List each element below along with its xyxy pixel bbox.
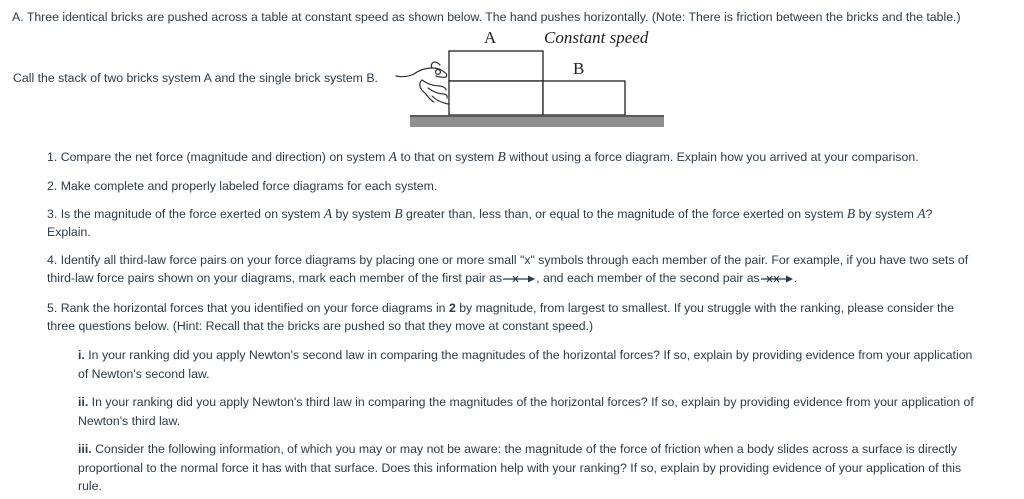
question-text: Newton's third law. — [78, 413, 181, 428]
question-number: iii. — [78, 442, 92, 456]
question-3 — [47, 205, 932, 241]
question-text: ? — [925, 207, 933, 221]
question-text: greater than, less than, or equal to the magnitude of the force exerted on system — [405, 207, 844, 221]
variable-a: A — [917, 206, 926, 221]
question-4 — [47, 251, 968, 287]
question-5-ii — [78, 393, 974, 430]
question-text: rule. — [78, 479, 102, 493]
question-number: i. — [78, 348, 85, 362]
variable-a: A — [388, 149, 398, 164]
brick-b — [543, 81, 625, 115]
question-text: third-law force pairs shown on your diagrams, mark each member of the first pair as — [47, 271, 503, 285]
question-text: without using a force diagram. Explain how you arrived at your comparison. — [509, 150, 919, 164]
variable-b: B — [846, 206, 856, 221]
label-constant-speed: Constant speed — [544, 28, 649, 47]
question-text: of Newton's second law. — [78, 366, 210, 381]
question-number: 4. — [47, 253, 58, 267]
question-text: In your ranking did you apply Newton's third law in comparing the magnitudes of the horizontal forces? If so, explain by providing evidence from your application of — [91, 395, 974, 409]
question-text: Make complete and properly labeled force diagrams for each system. — [60, 179, 438, 193]
variable-b: B — [497, 149, 506, 164]
brick-top — [449, 51, 543, 81]
question-number: 3. — [47, 207, 58, 221]
question-text: , and each member of the second pair as — [536, 271, 760, 285]
question-number: 5. — [47, 301, 58, 315]
question-1 — [47, 148, 919, 166]
brick-bottom — [449, 81, 543, 115]
bricks-figure — [392, 24, 672, 130]
question-number: 1. — [47, 150, 58, 164]
system-definition-text: Call the stack of two bricks system A and the single brick system B. — [13, 71, 378, 85]
question-5-iii — [78, 440, 961, 496]
variable-a: A — [323, 206, 333, 221]
label-system-a: A — [484, 28, 497, 47]
question-text: by system — [858, 207, 914, 221]
single-x-arrow-icon — [502, 274, 536, 284]
question-text: Consider the following information, of which you may or may not be aware: the magnitude of the force of friction when a body slides across a surface is directly — [95, 442, 957, 456]
question-text: three questions below. (Hint: Recall that the bricks are pushed so that they move at constant speed.) — [47, 319, 594, 333]
question-5-i — [78, 346, 972, 383]
variable-b: B — [394, 206, 403, 221]
question-5 — [47, 299, 954, 335]
question-text: Compare the net force (magnitude and direction) on system — [60, 150, 386, 164]
bricks-diagram — [392, 24, 672, 130]
question-text: Identify all third-law force pairs on your force diagrams by placing one or more small "x" symbols through each member of the pair. For example, if you have two sets of — [60, 253, 969, 267]
hand-icon — [396, 62, 448, 104]
question-reference: 2 — [448, 301, 456, 315]
question-2 — [47, 177, 437, 195]
question-text: Is the magnitude of the force exerted on system — [60, 207, 321, 221]
question-text: Explain. — [47, 225, 91, 239]
question-text: . — [793, 271, 798, 285]
question-number: 2. — [47, 179, 58, 193]
double-x-arrow-icon — [760, 274, 794, 284]
question-text: by magnitude, from largest to smallest. If you struggle with the ranking, please consider the — [459, 301, 955, 315]
question-text: In your ranking did you apply Newton's second law in comparing the magnitudes of the horizontal forces? If so, explain by providing evidence from your application — [88, 348, 973, 362]
label-system-b: B — [573, 59, 585, 78]
question-text: proportional to the normal force it has with that surface. Does this information help with your ranking? If so, explain by providing evidence of your application of this — [78, 460, 962, 475]
question-number: ii. — [78, 395, 89, 409]
problem-intro: A. Three identical bricks are pushed across a table at constant speed as shown below. The hand pushes horizontally. (Note: There is friction between the bricks and the table.) — [12, 10, 961, 24]
question-text: by system — [335, 207, 391, 221]
question-text: to that on system — [400, 150, 495, 164]
question-text: Rank the horizontal forces that you identified on your force diagrams in — [60, 301, 446, 315]
